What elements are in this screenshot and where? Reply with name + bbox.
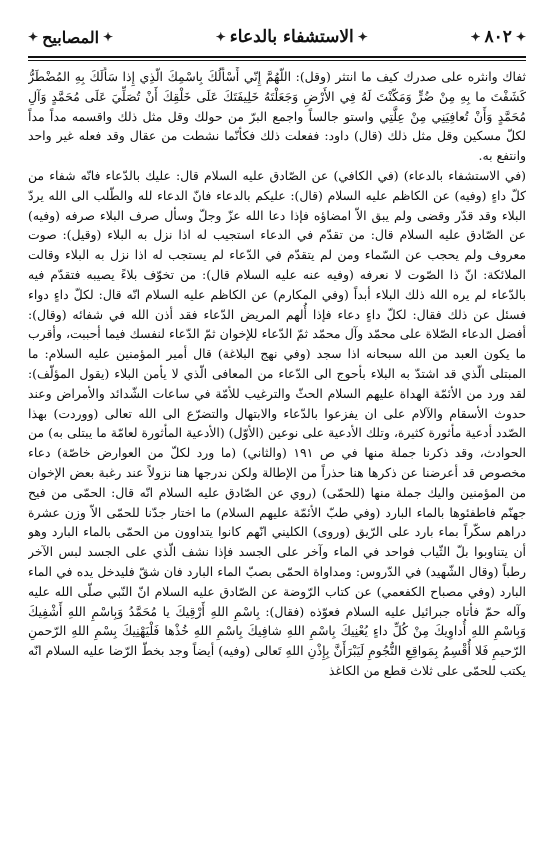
header-page-number-group <box>470 27 526 47</box>
book-title: المصابيح <box>42 27 100 47</box>
section-title: الاستشفاء بالدعاء <box>229 27 354 47</box>
page-header <box>28 20 526 54</box>
ornament-icon: ✦ <box>103 30 114 44</box>
ornament-icon: ✦ <box>215 30 226 44</box>
paragraph-istishfa: (في الاستشفاء بالدعاء) (في الكافي) عن الصّادق عليه السلام قال: عليك بالدّعاء فانّه شفاء من كلّ داءٍ (وفيه) عن الكاظم عليه السلام (قال): عليكم بالدعاء فانّ الدعاء لله والطّلب الى الله يردّ البلاء وقد قدّر وقضى ولم يبق الاّ امضاؤه فإذا دعا الله عزّ وجلّ وسأل صرف البلاء صرفه (وفيه) عن الصّادق عليه السلام قال: من تقدّم في الدعاء استجيب له اذا نزل به البلاء (وقيل): صوت معروف ولم يحجب عن السّماء ومن لم يتقدّم في الدّعاء لم يستجب له اذا نزل به البلاء وقالت الملائكة: انّ ذا الصّوت لا نعرفه (وفيه عنه عليه السلام قال): من تخوّف بلاءً يصيبه فتقدّم فيه بالدّعاء لم يره الله ذلك البلاء أبداً (وفي المكارم) عن الكاظم عليه السلام انّه قال: لكلّ داءٍ دواء فسئل عن ذلك فقال: لكلّ داءٍ دعاء فإذا أُلهم المريض الدّعاء فقد أذن الله في شفائه (وقال): أفضل الدعاء الصّلاة على محمّد وآل محمّد ثمّ الدّعاء للإخوان ثمّ الدّعاء لنفسك فيما أحببت، وأقرب ما يكون العبد من الله سبحانه اذا سجد (وفي نهج البلاغة) قال أمير المؤمنين عليه السلام: ما المبتلى الّذي قد اشتدّ به البلاء بأحوج الى الدّعاء من المعافى الّذي لا يأمن البلاء (يقول المؤلّف): لقد ورد من الأئمّة الهداة عليهم السلام الحثّ والترغيب للأمّة في ساعات الشّدائد والأمراض وعند حدوث الأسقام والآلام على ان يفزعوا بالدّعاء والابتهال والتضرّع الى الله تعالى (ووردت) بهذا الصّدد أدعية مأثورة كثيرة، وتلك الأدعية على نوعين (الأوّل) (الأدعية المأثورة لعامّة ما يبتلى به) من الحوادث، وقد ذكرنا جملة منها في ص ١٩١ (والثاني) (ما ورد لكلّ من العوارض خاصّة) دعاء مخصوص قد أعرضنا عن ذكرها هنا حذراً من الإطالة ولكن ندرجها هنا نزولاً عند رغبة بعض الإخوان من المؤمنين واليك جملة منها (للحمّى) (روي عن الصّادق عليه السلام انّه قال: الحمّى من فيح جهنّم فاطفئوها بالماء البارد (وفي طبّ الأئمّة عليهم السلام) ما اختار جدّنا للحمّى الاّ وزن عشرة دراهم سكّراً بماء بارد على الرّيق (وروى) الكليني انّهم كانوا يتداوون من الحمّى بالماء البارد وهو أن يتناوبوا بلّ الثّياب فواحد في الماء وآخر على الجسد فإذا نشف الّذي على الجسد لبس الآخر رطباً (وقال الشّهيد) في الدّروس: ومداواة الحمّى بصبّ الماء البارد فان شقّ فليدخل يده في الماء البارد (وفي مصباح الكفعمي) عن كتاب الرّوضة عن الصّادق عليه السلام انّ النّبي صلّى الله عليه وآله حمّ فأتاه جبرائيل عليه السلام فعوّذه (فقال): بِاسْمِ اللهِ أَرْقِيكَ يا مُحَمَّدُ وَبِاسْمِ اللهِ أَشْفِيكَ وَبِاسْمِ اللهِ أُداوِيكَ مِنْ كُلِّ داءٍ يُعْنِيكَ بِاسْمِ اللهِ شافِيكَ بِاسْمِ اللهِ خُذْها فَلْيَهْنِيكَ بِسْمِ اللهِ الرّحمنِ الرّحيمِ فَلا أُقْسِمُ بِمَواقِعِ النُّجُومِ لَيَبْرَأَنَّ بِإِذْنِ اللهِ تَعالى (وفيه) أيضاً وجد بخطّ الرّضا عليه السلام انّه يكتب للحمّى على ثلاث قطع من الكاغذ <box>28 167 526 678</box>
page-number: ٨٠٢ <box>484 27 512 47</box>
ornament-icon: ✦ <box>470 30 481 44</box>
page <box>0 20 558 857</box>
body-text <box>28 67 526 827</box>
paragraph-continuation: ثفاك وانثره على صدرك كيف ما انتثر (وقل): اللّهُمَّ إِنّي أَسْأَلُكَ بِاسْمِكَ الّذِي إِذا سَأَلَكَ بِهِ المُضْطَرُّ كَشَفْتَ ما بِهِ مِنْ ضُرٍّ وَمَكّنْتَ لَهُ فِي الأَرْضِ وَجَعَلْتَهُ خَلِيفَتَكَ عَلَى خَلْقِكَ أَنْ تُصَلِّيَ عَلَى مُحَمَّدٍ وَآلِ مُحَمَّدٍ وَأَنْ تُعافِيَنِي مِنْ عِلَّتِي واستو جالساً واجمع البرّ من حولك وقل مثل ذلك واقسمه مداً مداً لكلّ مسكين وقل مثل ذلك (قال) داود: ففعلت ذلك فكأنّما نشطت من عقال وقد فعله غير واحد وانتفع به. <box>28 69 526 164</box>
ornament-icon: ✦ <box>28 30 39 44</box>
ornament-icon: ✦ <box>515 30 526 44</box>
header-section-title-group <box>216 27 368 47</box>
header-rule-thin <box>28 60 526 61</box>
ornament-icon: ✦ <box>357 30 368 44</box>
header-book-title-group <box>28 28 113 47</box>
header-rule <box>28 56 526 58</box>
